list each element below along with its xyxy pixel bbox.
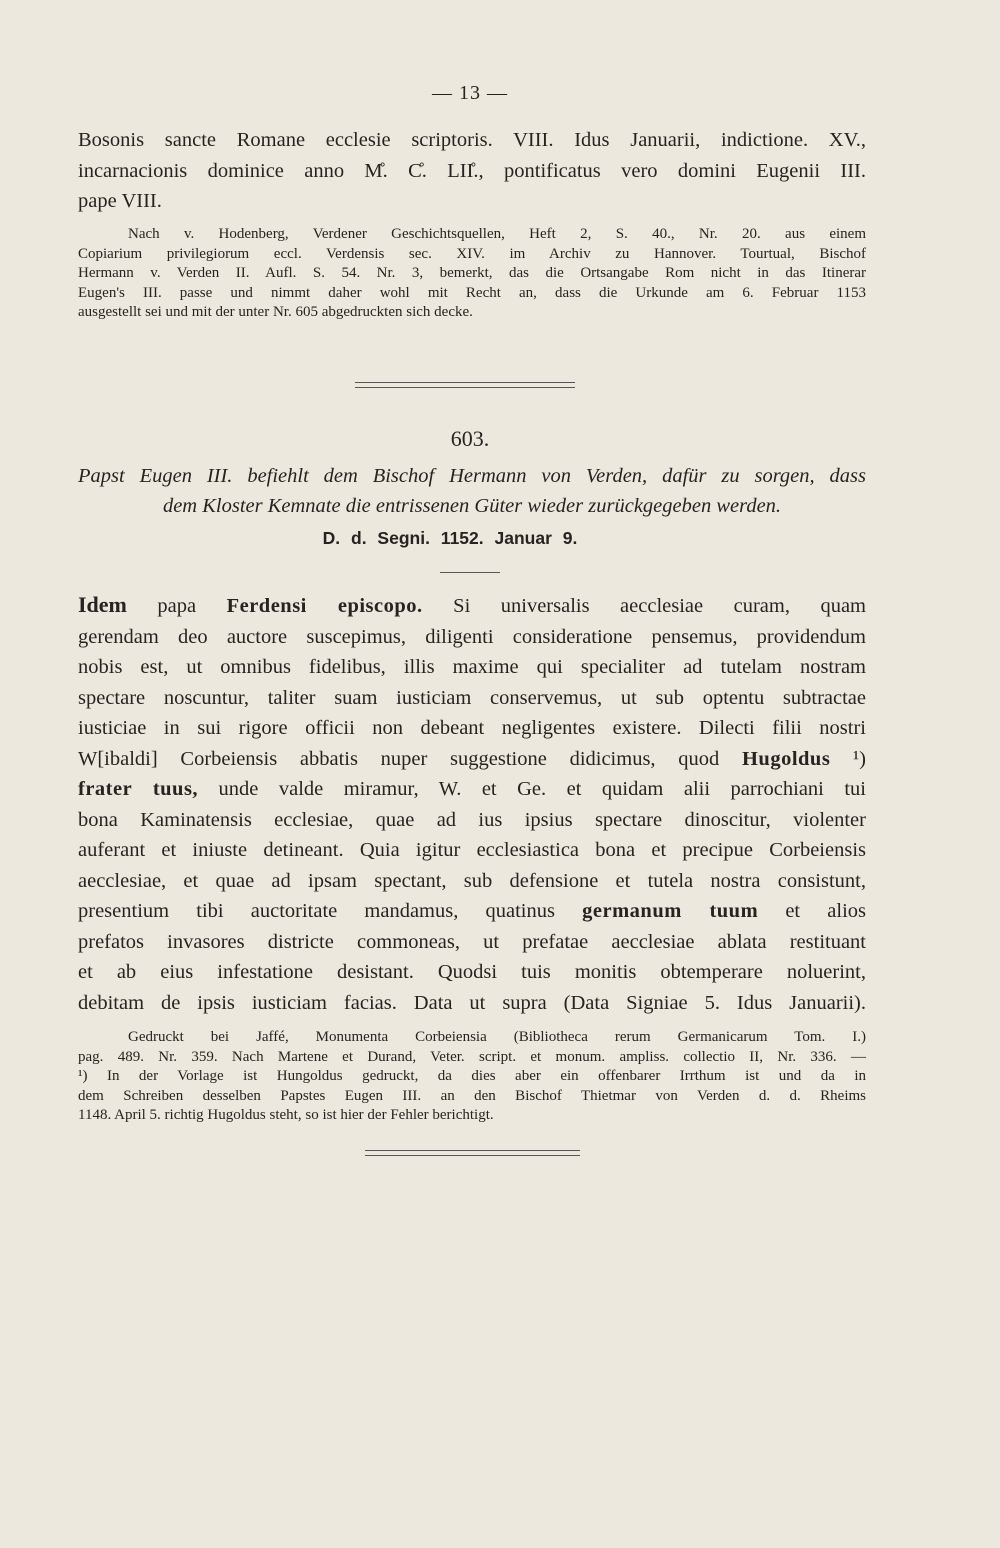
note-line: ¹) In der Vorlage ist Hungoldus gedruckt, da dies aber ein offenbarer Irrthum ist und da in: [78, 1068, 866, 1084]
text-line: W[ibaldi] Corbeiensis abbatis nuper suggestione didicimus, quod Hugoldus ¹): [78, 747, 866, 770]
note-line: ausgestellt sei und mit der unter Nr. 605 abgedruckten sich decke.: [78, 304, 473, 320]
document-text: [78, 590, 866, 1018]
note-line: Gedruckt bei Jaffé, Monumenta Corbeiensia (Bibliotheca rerum Germanicarum Tom. I.): [128, 1029, 866, 1045]
regest: [78, 461, 866, 521]
top-paragraph: [78, 125, 866, 217]
text-line: Idem papa Ferdensi episcopo. Si universalis aecclesiae curam, quam: [78, 592, 866, 617]
note-line: 1148. April 5. richtig Hugoldus steht, so ist hier der Fehler berichtigt.: [78, 1107, 494, 1123]
text-line: pape VIII.: [78, 190, 162, 212]
text-line: bona Kaminatensis ecclesiae, quae ad ius ipsius spectare dinoscitur, violenter: [78, 808, 866, 831]
text-line: debitam de ipsis iusticiam facias. Data ut supra (Data Signiae 5. Idus Januarii).: [78, 991, 866, 1014]
text-line: nobis est, ut omnibus fidelibus, illis maxime qui specialiter ad tutelam nostram: [78, 656, 866, 678]
note-line: pag. 489. Nr. 359. Nach Martene et Durand, Veter. script. et monum. ampliss. collectio II, Nr. 336. —: [78, 1048, 866, 1065]
emphasis: germanum tuum: [582, 900, 759, 922]
text-line: gerendam deo auctore suscepimus, diligenti consideratione pensemus, providendum: [78, 625, 866, 648]
page-number: — 13 —: [432, 82, 508, 104]
top-footnote: [78, 225, 866, 323]
section-divider: [365, 1150, 580, 1156]
section-divider: [355, 382, 575, 388]
text-line: iusticiae in sui rigore officii non debeant negligentes existere. Dilecti filii nostri: [78, 717, 866, 739]
regest-line: dem Kloster Kemnate die entrissenen Güter wieder zurückgegeben werden.: [162, 495, 782, 517]
text-line: auferant et iniuste detineant. Quia igitur ecclesiastica bona et precipue Corbeiensis: [78, 839, 866, 861]
emphasis: Hugoldus: [741, 747, 831, 770]
short-divider: [440, 572, 500, 573]
note-line: Eugen's III. passe und nimmt daher wohl mit Recht an, dass die Urkunde am 6. Februar 1153: [78, 284, 866, 301]
text-line: Bosonis sancte Romane ecclesie scriptoris. VIII. Idus Januarii, indictione. XV.,: [78, 129, 866, 151]
document-number: 603.: [450, 426, 490, 451]
note-line: Nach v. Hodenberg, Verdener Geschichtsquellen, Heft 2, S. 40., Nr. 20. aus einem: [128, 226, 866, 242]
emphasis: frater tuus,: [78, 778, 199, 800]
footnote-marker: ¹): [830, 747, 866, 770]
text-line: aecclesiae, et quae ad ipsam spectant, sub defensione et tutela nostra consistunt,: [78, 869, 866, 892]
text-line: frater tuus, unde valde miramur, W. et Ge. et quidam alii parrochiani tui: [78, 778, 866, 800]
text-line: et ab eius infestatione desistant. Quodsi tuis monitis obtemperare noluerint,: [78, 961, 866, 983]
text-line: prefatos invasores districte commoneas, ut prefatae aecclesiae ablata restituant: [78, 930, 866, 953]
dateline: D. d. Segni. 1152. Januar 9.: [322, 528, 578, 548]
text-line: incarnacionis dominice anno M̊. C̊. LII̊., pontificatus vero domini Eugenii III.: [78, 159, 866, 182]
note-line: dem Schreiben desselben Papstes Eugen III. an den Bischof Thietmar von Verden d. d. Rheims: [78, 1087, 866, 1104]
note-line: Hermann v. Verden II. Aufl. S. 54. Nr. 3, bemerkt, das die Ortsangabe Rom nicht in das Itinerar: [78, 265, 866, 281]
addressee: Ferdensi episcopo.: [226, 595, 423, 617]
text-line: spectare noscuntur, taliter suam iusticiam conservemus, ut sub optentu subtractae: [78, 686, 866, 709]
note-line: Copiarium privilegiorum eccl. Verdensis sec. XIV. im Archiv zu Hannover. Tourtual, Bischof: [78, 245, 866, 262]
text-line: presentium tibi auctoritate mandamus, quatinus germanum tuum et alios: [78, 900, 867, 922]
document-footnotes: [78, 1028, 866, 1126]
regest-line: Papst Eugen III. befiehlt dem Bischof Hermann von Verden, dafür zu sorgen, dass: [78, 465, 866, 487]
initial-word: Idem: [78, 592, 127, 617]
